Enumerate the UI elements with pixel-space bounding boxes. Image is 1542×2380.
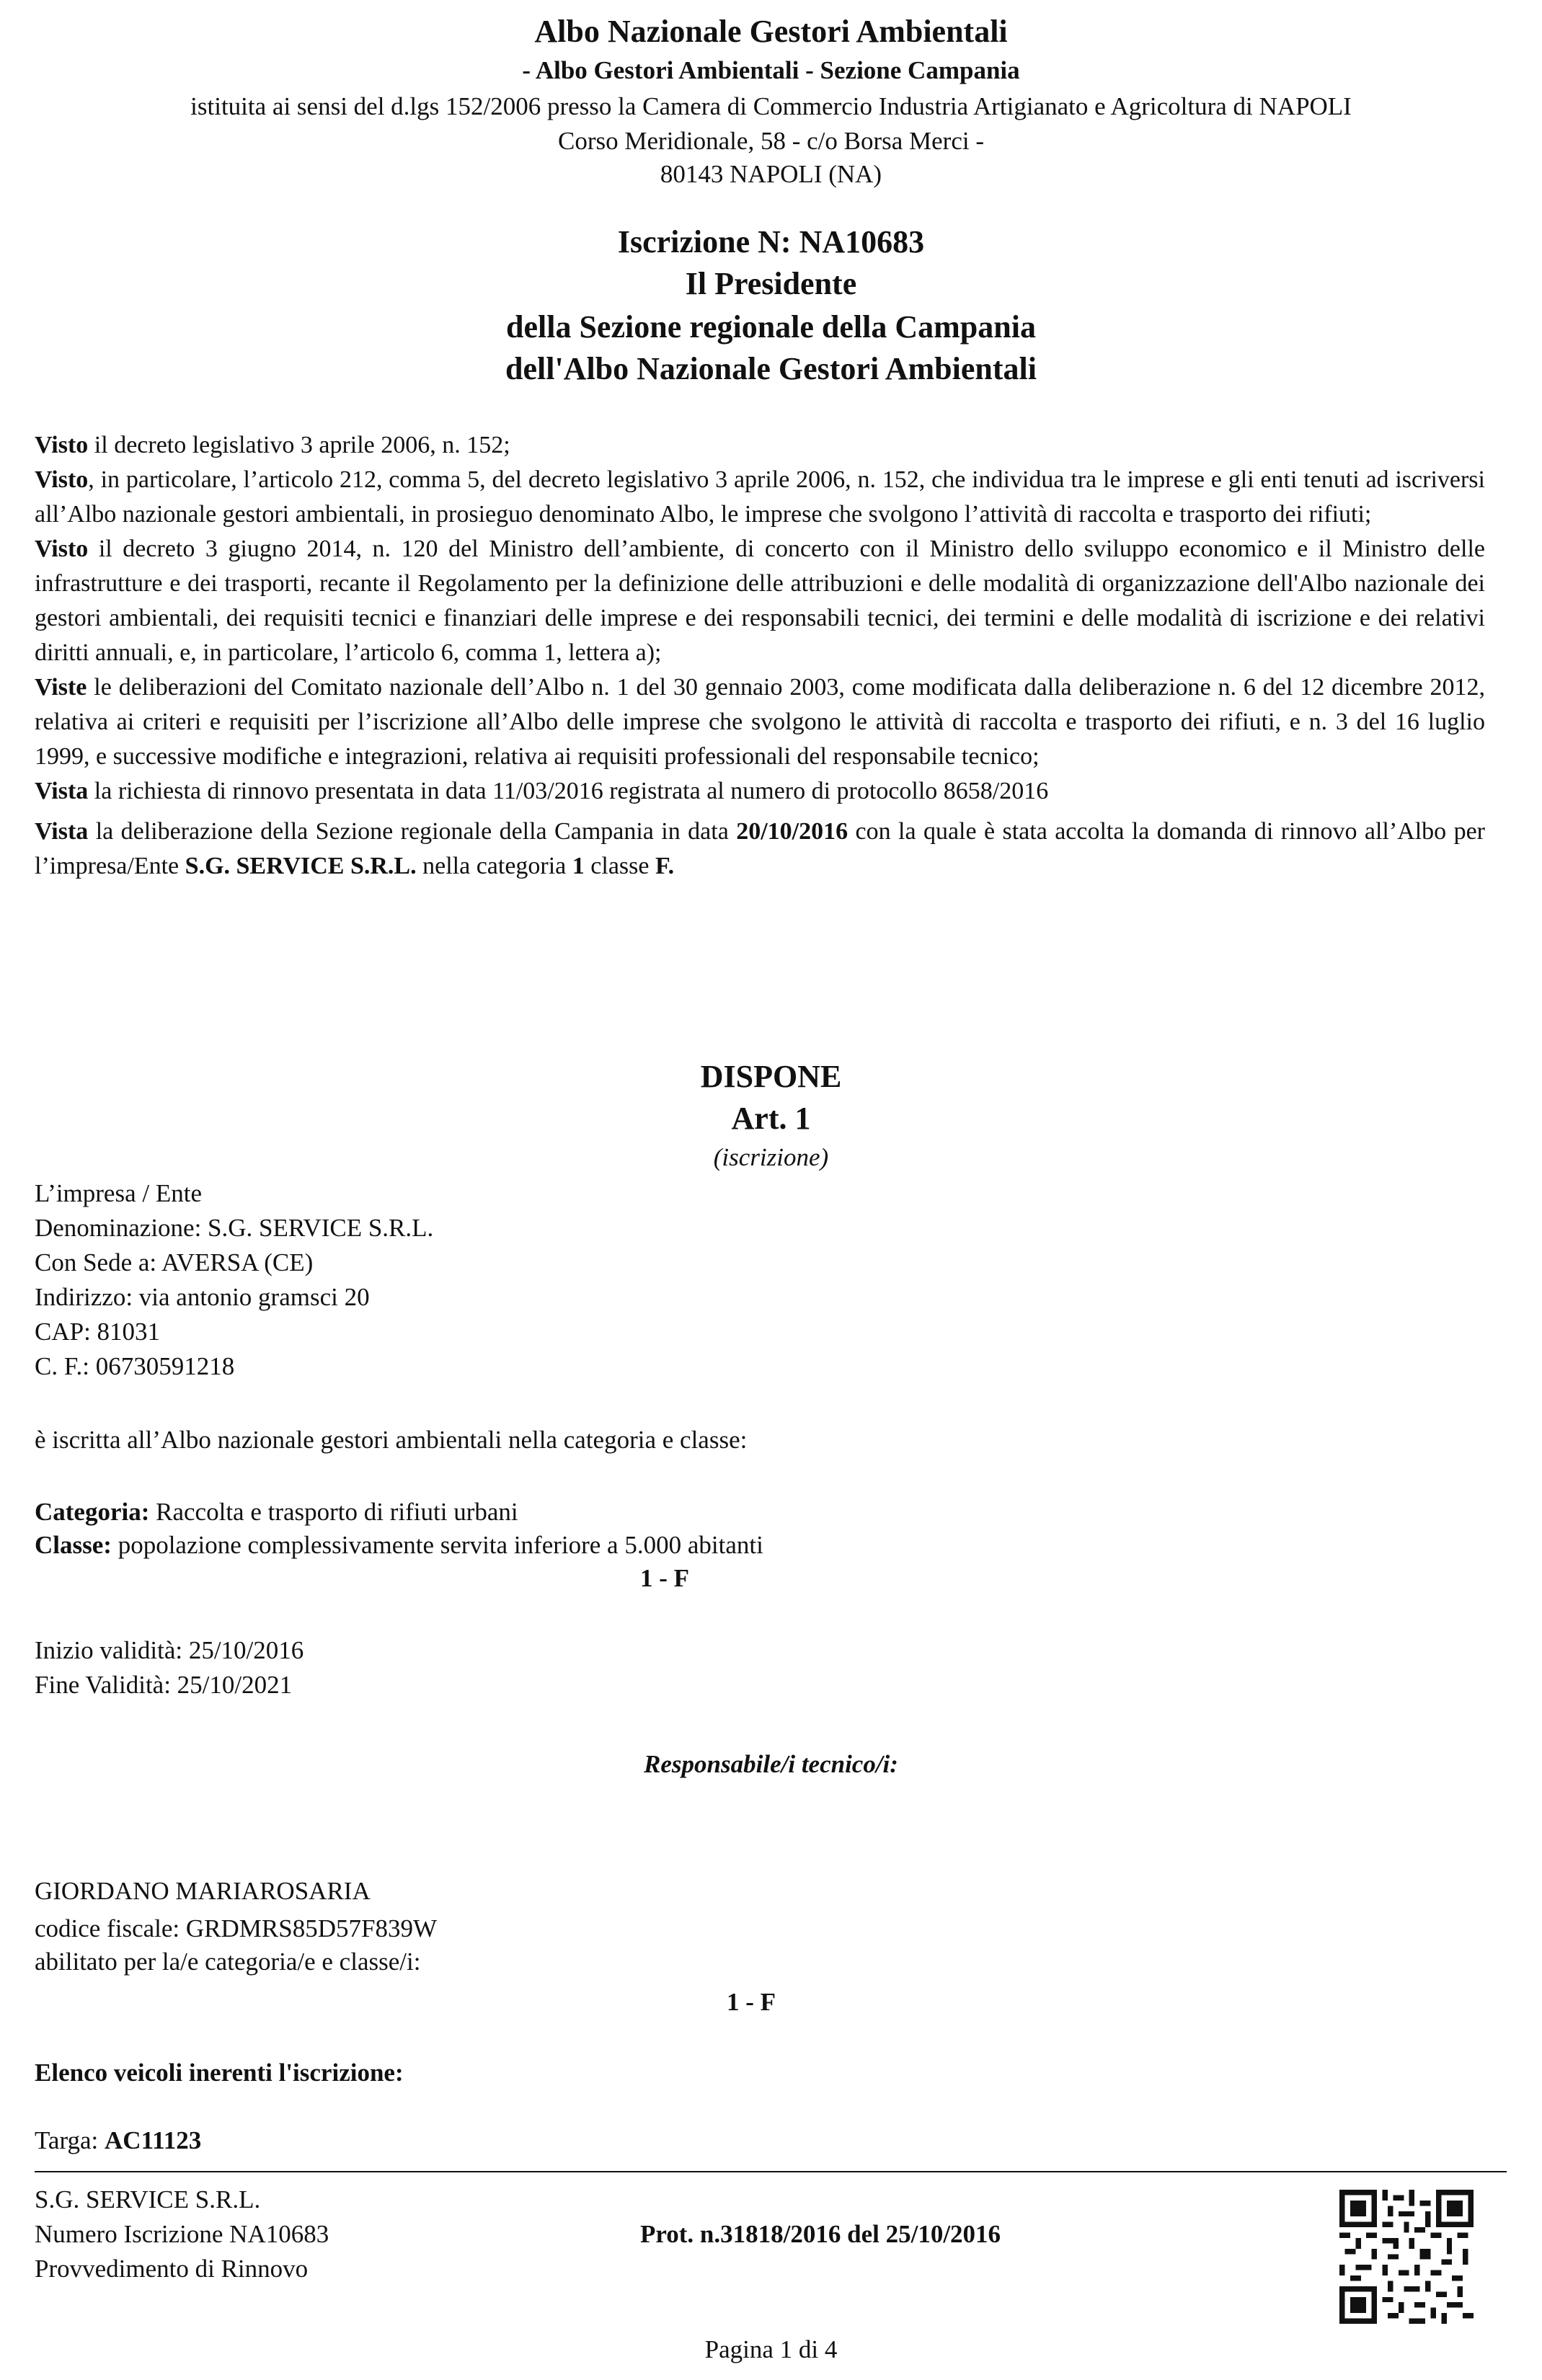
footer-provvedimento: Provvedimento di Rinnovo xyxy=(35,2255,309,2283)
class-letter: F. xyxy=(655,853,675,879)
preamble-paragraph xyxy=(35,814,1485,884)
iscritta-text: è iscritta all’Albo nazionale gestori ambientali nella categoria e classe: xyxy=(35,1426,748,1454)
article-title: Art. 1 xyxy=(731,1101,811,1136)
page-number: Pagina 1 di 4 xyxy=(704,2335,838,2363)
preamble-text: il decreto legislativo 3 aprile 2006, n. 152; xyxy=(88,432,510,458)
company-name: S.G. SERVICE S.R.L. xyxy=(185,853,417,879)
targa-line xyxy=(35,2126,201,2155)
categoria-line xyxy=(35,1498,518,1527)
header-line-institution: istituita ai sensi del d.lgs 152/2006 presso la Camera di Commercio Industria Artigianato e Agricoltura di NAPOLI xyxy=(190,92,1352,120)
header-subtitle: - Albo Gestori Ambientali - Sezione Campania xyxy=(522,56,1020,84)
header-title: Albo Nazionale Gestori Ambientali xyxy=(534,14,1008,49)
targa-label: Targa: xyxy=(35,2126,105,2154)
preamble-paragraph xyxy=(35,670,1485,774)
header-line-city: 80143 NAPOLI (NA) xyxy=(660,160,882,188)
preamble-paragraph xyxy=(35,428,1485,463)
classe-line xyxy=(35,1531,763,1560)
preamble-text: la richiesta di rinnovo presentata in data 11/03/2016 registrata al numero di protocollo 8658/2016 xyxy=(88,778,1049,804)
responsabile-cf: codice fiscale: GRDMRS85D57F839W xyxy=(35,1914,437,1942)
categoria-value: Raccolta e trasporto di rifiuti urbani xyxy=(149,1498,518,1526)
preamble-paragraph xyxy=(35,532,1485,670)
presidente-title: Il Presidente xyxy=(685,266,857,301)
inizio-validita: Inizio validità: 25/10/2016 xyxy=(35,1636,304,1664)
indirizzo: Indirizzo: via antonio gramsci 20 xyxy=(35,1283,370,1311)
preamble-text: con la quale è stata accolta la domanda di rinnovo all’Albo per l’impresa/Ente xyxy=(35,818,1485,879)
responsabile-code: 1 - F xyxy=(727,1988,776,2016)
dispone-title: DISPONE xyxy=(700,1059,842,1094)
iscrizione-number: Iscrizione N: NA10683 xyxy=(617,224,925,259)
deliberation-date: 20/10/2016 xyxy=(736,818,848,845)
footer-company: S.G. SERVICE S.R.L. xyxy=(35,2185,261,2214)
preamble-text: il decreto 3 giugno 2014, n. 120 del Ministro dell’ambiente, di concerto con il Ministro dello sviluppo economico e il Ministro delle infrastrutture e dei trasporti, recante il Regolamento per la definizione delle attribuzioni e delle modalità di organizzazione dell'Albo nazionale dei gestori ambientali, dei requisiti tecnici e finanziari delle imprese e dei responsabili tecnici, dei termini e delle modalità di iscrizione e dei relativi diritti annuali, e, in particolare, l’articolo 6, comma 1, lettera a); xyxy=(35,536,1485,666)
preamble-text: nella categoria xyxy=(416,853,572,879)
preamble-lead: Vista xyxy=(35,778,89,804)
cap: CAP: 81031 xyxy=(35,1318,161,1346)
albo-title: dell'Albo Nazionale Gestori Ambientali xyxy=(505,351,1037,386)
category-number: 1 xyxy=(572,853,585,879)
preamble-lead: Visto xyxy=(35,432,89,458)
footer-protocol: Prot. n.31818/2016 del 25/10/2016 xyxy=(640,2220,1001,2248)
preamble-paragraph xyxy=(35,774,1485,809)
preamble-lead: Vista xyxy=(35,818,89,845)
preamble-paragraph xyxy=(35,463,1485,532)
footer-divider xyxy=(35,2171,1507,2172)
preamble-text: la deliberazione della Sezione regionale della Campania in data xyxy=(88,818,737,845)
qr-code xyxy=(1339,2190,1474,2324)
preamble-lead: Viste xyxy=(35,674,87,701)
preamble-text: , in particolare, l’articolo 212, comma 5, del decreto legislativo 3 aprile 2006, n. 152, che individua tra le imprese e gli enti tenuti ad iscriversi all’Albo nazionale gestori ambientali, in prosieguo denominato Albo, le imprese che svolgono l’attività di raccolta e trasporto dei rifiuti; xyxy=(35,466,1485,528)
sezione-title: della Sezione regionale della Campania xyxy=(506,309,1036,345)
targa-value: AC11123 xyxy=(105,2126,202,2154)
preamble-lead: Visto xyxy=(35,536,89,562)
categoria-code: 1 - F xyxy=(640,1564,690,1592)
sede: Con Sede a: AVERSA (CE) xyxy=(35,1248,314,1276)
fine-validita: Fine Validità: 25/10/2021 xyxy=(35,1671,293,1699)
footer-numero: Numero Iscrizione NA10683 xyxy=(35,2220,329,2248)
preamble xyxy=(35,428,1485,884)
denominazione: Denominazione: S.G. SERVICE S.R.L. xyxy=(35,1214,434,1242)
preamble-lead: Visto xyxy=(35,466,89,493)
codice-fiscale: C. F.: 06730591218 xyxy=(35,1352,235,1380)
veicoli-title: Elenco veicoli inerenti l'iscrizione: xyxy=(35,2059,404,2087)
responsabile-abilitato: abilitato per la/e categoria/e e classe/i: xyxy=(35,1948,421,1976)
preamble-text: le deliberazioni del Comitato nazionale dell’Albo n. 1 del 30 gennaio 2003, come modificata dalla deliberazione n. 6 del 12 dicembre 2012, relativa ai criteri e requisiti per l’iscrizione all’Albo delle imprese che svolgono le attività di raccolta e trasporto dei rifiuti, e n. 3 del 16 luglio 1999, e successive modifiche e integrazioni, relativa ai requisiti professionali del responsabile tecnico; xyxy=(35,674,1485,770)
categoria-label: Categoria: xyxy=(35,1498,150,1526)
responsabili-title: Responsabile/i tecnico/i: xyxy=(644,1750,898,1778)
article-subtitle: (iscrizione) xyxy=(713,1143,829,1171)
header-line-address: Corso Meridionale, 58 - c/o Borsa Merci - xyxy=(558,127,984,155)
preamble-text: classe xyxy=(584,853,655,879)
classe-label: Classe: xyxy=(35,1531,112,1559)
impresa-label: L’impresa / Ente xyxy=(35,1179,202,1207)
classe-value: popolazione complessivamente servita inferiore a 5.000 abitanti xyxy=(111,1531,763,1559)
responsabile-name: GIORDANO MARIAROSARIA xyxy=(35,1877,371,1905)
